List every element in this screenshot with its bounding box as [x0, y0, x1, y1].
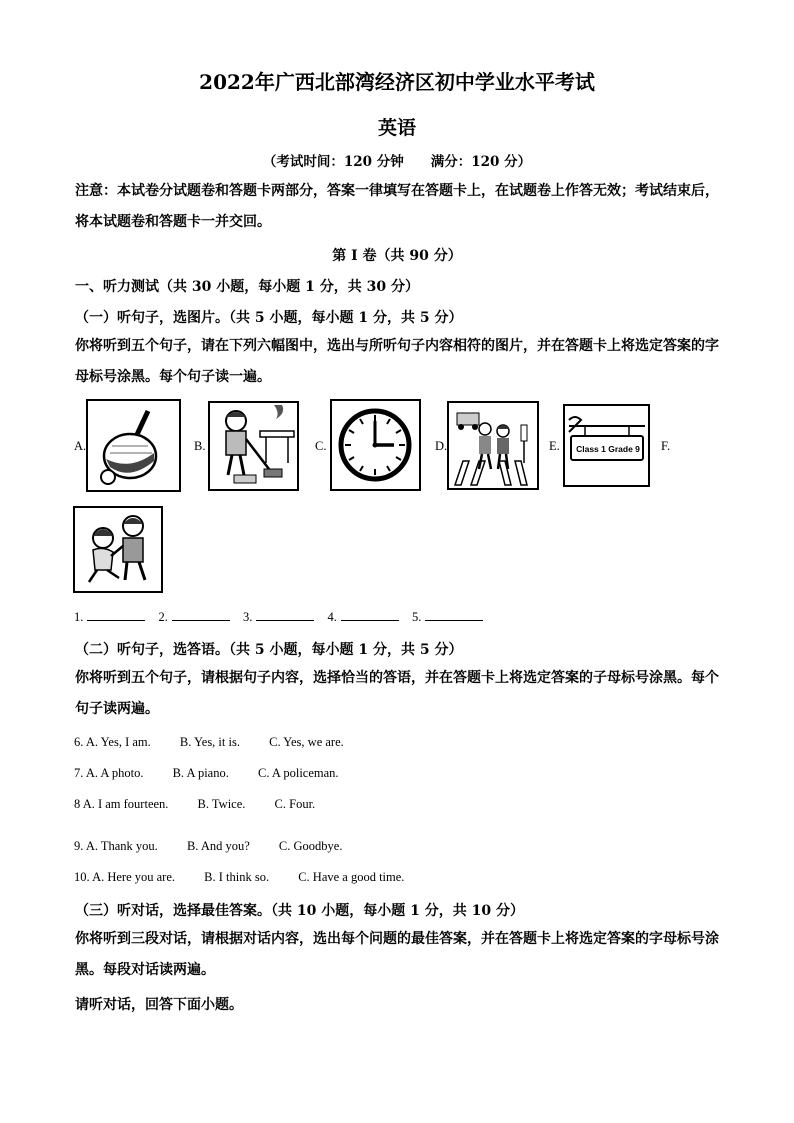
picture-letter-b: B.: [194, 439, 206, 453]
part3-instructions: 你将听到三段对话，请根据对话内容，选出每个问题的最佳答案，并在答题卡上将选定答案的字母标号涂黑。每段对话读两遍。: [75, 931, 719, 978]
option-b[interactable]: B. A piano.: [172, 766, 229, 780]
question-number: 7. A. A photo.: [74, 766, 144, 780]
option-c[interactable]: C. Four.: [274, 797, 316, 811]
picture-f: [73, 506, 163, 593]
option-a[interactable]: A. Here you are.: [92, 870, 176, 884]
part1-instructions: 你将听到五个句子，请在下列六幅图中，选出与所听句子内容相符的图片，并在答题卡上将选定答案的字母标号涂黑。每个句子读一遍。: [75, 338, 719, 385]
picture-letter-c: C.: [315, 439, 327, 453]
part3-title: （三）听对话，选择最佳答案。（共 10 小题，每小题 1 分，共 10 分）: [75, 903, 524, 919]
option-a[interactable]: A. I am fourteen.: [82, 797, 169, 811]
option-c[interactable]: C. Goodbye.: [278, 839, 343, 853]
part1-title: （一）听句子，选图片。（共 5 小题，每小题 1 分，共 5 分）: [75, 310, 463, 326]
boy-sweeping-icon: [210, 403, 297, 489]
notice: 注意：本试卷分试题卷和答题卡两部分，答案一律填写在答题卡上，在试题卷上作答无效；考试结束后，将本试题卷和答题卡一并交回。: [75, 183, 719, 230]
option-b[interactable]: B. Yes, it is.: [179, 735, 240, 749]
part3-prompt: 请听对话，回答下面小题。: [75, 997, 243, 1013]
picture-b: [208, 401, 299, 491]
part2-instructions: 你将听到五个句子，请根据句子内容，选择恰当的答语，并在答题卡上将选定答案的子母标号涂黑。每个句子读两遍。: [75, 670, 719, 717]
blank-label-2: 2.: [158, 610, 168, 624]
question-number: 6. A. Yes, I am.: [74, 735, 151, 749]
question-6: [74, 735, 344, 750]
blank-label-4: 4.: [327, 610, 337, 624]
answer-blanks: [74, 609, 493, 625]
picture-e: [563, 404, 650, 487]
option-c[interactable]: C. Yes, we are.: [269, 735, 344, 749]
clock-icon: [332, 401, 419, 489]
option-b[interactable]: B. Twice.: [197, 797, 246, 811]
question-number: 9. A. Thank you.: [74, 839, 158, 853]
blank-label-5: 5.: [412, 610, 422, 624]
picture-letter-f: F.: [661, 439, 671, 453]
answer-blank-5[interactable]: [425, 609, 483, 621]
subject-title: 英语: [377, 117, 416, 139]
question-7: [74, 766, 339, 781]
option-b[interactable]: B. And you?: [186, 839, 250, 853]
blank-label-3: 3.: [243, 610, 253, 624]
ping-pong-paddle-icon: [88, 401, 179, 490]
answer-blank-4[interactable]: [341, 609, 399, 621]
blank-label-1: 1.: [74, 610, 84, 624]
class-sign-text: Class 1 Grade 9: [576, 444, 640, 454]
picture-c: [330, 399, 421, 491]
volume-title: 第 I 卷（共 90 分）: [332, 248, 462, 264]
part2-title: （二）听句子，选答语。（共 5 小题，每小题 1 分，共 5 分）: [75, 642, 463, 658]
option-c[interactable]: C. Have a good time.: [298, 870, 405, 884]
option-a[interactable]: A. A photo.: [85, 766, 144, 780]
answer-blank-2[interactable]: [172, 609, 230, 621]
picture-letter-a: A.: [74, 439, 87, 453]
option-a[interactable]: A. Yes, I am.: [85, 735, 151, 749]
page-title: 2022年广西北部湾经济区初中学业水平考试: [199, 70, 595, 94]
picture-d: [447, 401, 539, 490]
answer-blank-3[interactable]: [256, 609, 314, 621]
exam-info: （考试时间：120 分钟 满分：120 分）: [262, 154, 532, 170]
option-b[interactable]: B. I think so.: [204, 870, 270, 884]
picture-letter-e: E.: [549, 439, 560, 453]
crossing-street-icon: [449, 403, 537, 488]
helping-child-icon: [75, 508, 161, 591]
picture-letter-d: D.: [435, 439, 448, 453]
answer-blank-1[interactable]: [87, 609, 145, 621]
question-number: 10. A. Here you are.: [74, 870, 176, 884]
option-c[interactable]: C. A policeman.: [257, 766, 339, 780]
picture-a: [86, 399, 181, 492]
question-8: [74, 797, 315, 812]
question-number: 8 A. I am fourteen.: [74, 797, 169, 811]
option-a[interactable]: A. Thank you.: [85, 839, 158, 853]
section1-title: 一、听力测试（共 30 小题，每小题 1 分，共 30 分）: [75, 279, 419, 295]
question-9: [74, 839, 342, 854]
question-10: [74, 870, 404, 885]
